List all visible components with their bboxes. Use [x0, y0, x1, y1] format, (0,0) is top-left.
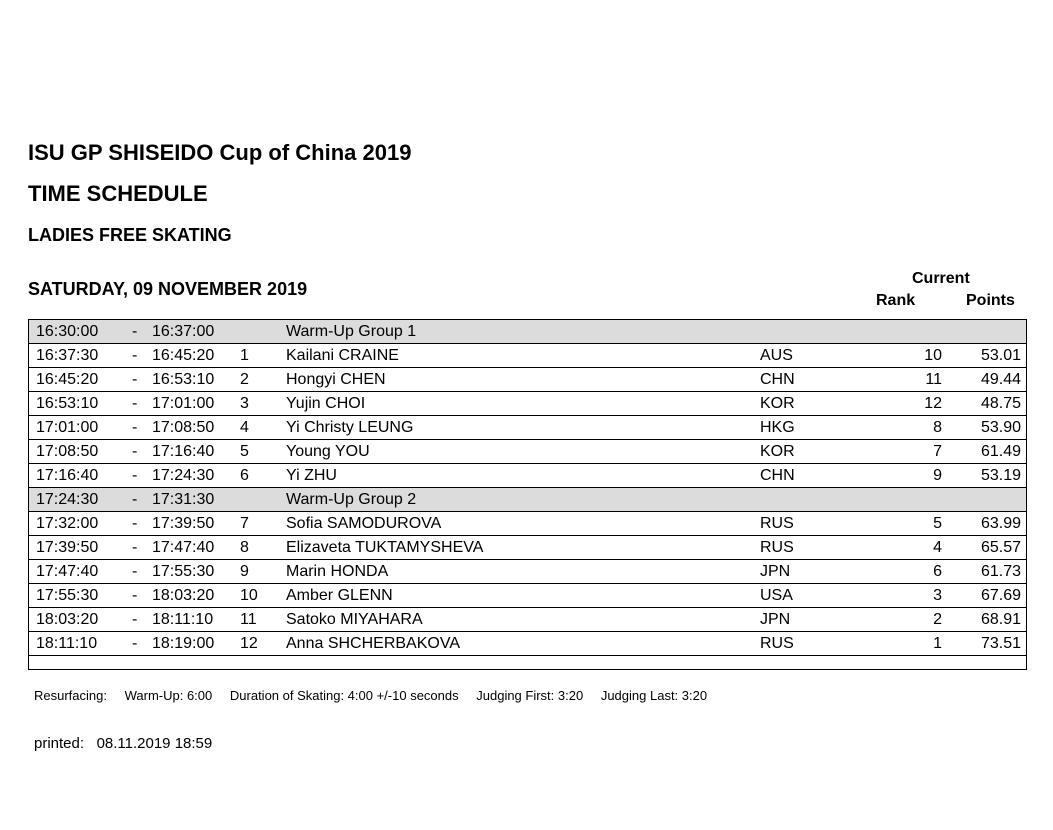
nation-cell: JPN — [760, 560, 880, 584]
nation-cell: CHN — [760, 368, 880, 392]
current-rank-cell: 3 — [880, 584, 942, 608]
nation-cell: RUS — [760, 536, 880, 560]
schedule-date: SATURDAY, 09 NOVEMBER 2019 — [28, 279, 308, 299]
start-time-cell: 17:32:00 — [28, 512, 132, 536]
skater-name-cell: Warm-Up Group 1 — [286, 320, 760, 344]
start-number-cell: 12 — [240, 632, 286, 656]
table-row — [28, 512, 1027, 536]
start-time-cell: 16:30:00 — [28, 320, 132, 344]
start-time-cell: 17:08:50 — [28, 440, 132, 464]
skater-name-cell: Anna SHCHERBAKOVA — [286, 632, 760, 656]
table-row — [28, 464, 1027, 488]
end-time-cell: 16:37:00 — [152, 320, 240, 344]
end-time-cell: 18:19:00 — [152, 632, 240, 656]
end-time-cell: 17:39:50 — [152, 512, 240, 536]
table-row — [28, 368, 1027, 392]
nation-cell: USA — [760, 584, 880, 608]
nation-cell: KOR — [760, 392, 880, 416]
start-time-cell: 16:37:30 — [28, 344, 132, 368]
schedule-footer — [34, 688, 721, 703]
time-separator-cell: - — [132, 632, 152, 656]
end-time-cell: 17:01:00 — [152, 392, 240, 416]
time-separator-cell: - — [132, 344, 152, 368]
start-time-cell: 17:55:30 — [28, 584, 132, 608]
nation-cell: RUS — [760, 632, 880, 656]
printed-timestamp — [34, 735, 212, 752]
end-time-cell: 17:47:40 — [152, 536, 240, 560]
current-points-cell: 48.75 — [942, 392, 1027, 416]
start-time-cell: 18:11:10 — [28, 632, 132, 656]
current-rank-cell: 2 — [880, 608, 942, 632]
time-separator-cell: - — [132, 416, 152, 440]
current-points-cell: 53.19 — [942, 464, 1027, 488]
start-time-cell: 16:53:10 — [28, 392, 132, 416]
table-row — [28, 440, 1027, 464]
end-time-cell: 16:53:10 — [152, 368, 240, 392]
current-rank-cell: 9 — [880, 464, 942, 488]
end-time-cell: 17:08:50 — [152, 416, 240, 440]
end-time-cell: 17:31:30 — [152, 488, 240, 512]
time-separator-cell: - — [132, 440, 152, 464]
current-points-cell: 53.01 — [942, 344, 1027, 368]
current-rank-cell: 4 — [880, 536, 942, 560]
column-header-points: Points — [966, 292, 1015, 309]
start-number-cell: 10 — [240, 584, 286, 608]
current-points-cell: 67.69 — [942, 584, 1027, 608]
nation-cell — [760, 488, 880, 512]
printed-label: printed: — [34, 735, 85, 752]
current-points-cell: 49.44 — [942, 368, 1027, 392]
current-points-cell: 53.90 — [942, 416, 1027, 440]
nation-cell: CHN — [760, 464, 880, 488]
start-time-cell: 17:39:50 — [28, 536, 132, 560]
current-rank-cell: 12 — [880, 392, 942, 416]
time-separator-cell: - — [132, 536, 152, 560]
start-number-cell: 5 — [240, 440, 286, 464]
start-number-cell: 4 — [240, 416, 286, 440]
skater-name-cell: Hongyi CHEN — [286, 368, 760, 392]
end-time-cell: 17:55:30 — [152, 560, 240, 584]
start-time-cell: 17:24:30 — [28, 488, 132, 512]
start-number-cell: 2 — [240, 368, 286, 392]
current-rank-cell: 10 — [880, 344, 942, 368]
nation-cell: RUS — [760, 512, 880, 536]
nation-cell: JPN — [760, 608, 880, 632]
time-separator-cell: - — [132, 368, 152, 392]
printed-value: 08.11.2019 18:59 — [96, 735, 213, 752]
current-points-cell: 63.99 — [942, 512, 1027, 536]
end-time-cell: 16:45:20 — [152, 344, 240, 368]
current-rank-cell: 5 — [880, 512, 942, 536]
time-separator-cell: - — [132, 512, 152, 536]
end-time-cell: 18:03:20 — [152, 584, 240, 608]
start-number-cell: 1 — [240, 344, 286, 368]
schedule-table — [28, 319, 1027, 656]
time-separator-cell: - — [132, 392, 152, 416]
current-rank-cell: 7 — [880, 440, 942, 464]
footer-resurfacing: Resurfacing: — [34, 688, 107, 703]
skater-name-cell: Amber GLENN — [286, 584, 760, 608]
nation-cell: HKG — [760, 416, 880, 440]
schedule-table-body — [28, 320, 1027, 656]
current-points-cell: 61.49 — [942, 440, 1027, 464]
document-title: ISU GP SHISEIDO Cup of China 2019 — [28, 140, 412, 165]
footer-duration: Duration of Skating: 4:00 +/-10 seconds — [229, 688, 459, 703]
nation-cell — [760, 320, 880, 344]
nation-cell: KOR — [760, 440, 880, 464]
table-row — [28, 392, 1027, 416]
end-time-cell: 17:16:40 — [152, 440, 240, 464]
current-points-cell: 68.91 — [942, 608, 1027, 632]
warmup-row — [28, 488, 1027, 512]
warmup-row — [28, 320, 1027, 344]
skater-name-cell: Kailani CRAINE — [286, 344, 760, 368]
current-rank-cell: 8 — [880, 416, 942, 440]
end-time-cell: 18:11:10 — [152, 608, 240, 632]
start-number-cell — [240, 488, 286, 512]
current-rank-cell: 6 — [880, 560, 942, 584]
table-row — [28, 584, 1027, 608]
current-points-cell — [942, 320, 1027, 344]
start-time-cell: 16:45:20 — [28, 368, 132, 392]
footer-judging-first: Judging First: 3:20 — [476, 688, 584, 703]
start-number-cell: 9 — [240, 560, 286, 584]
skater-name-cell: Marin HONDA — [286, 560, 760, 584]
current-rank-cell — [880, 320, 942, 344]
table-row — [28, 608, 1027, 632]
table-row — [28, 560, 1027, 584]
current-rank-cell: 1 — [880, 632, 942, 656]
time-separator-cell: - — [132, 584, 152, 608]
current-points-cell: 61.73 — [942, 560, 1027, 584]
table-row — [28, 416, 1027, 440]
time-separator-cell: - — [132, 464, 152, 488]
start-time-cell: 17:16:40 — [28, 464, 132, 488]
time-separator-cell: - — [132, 608, 152, 632]
start-number-cell: 3 — [240, 392, 286, 416]
skater-name-cell: Yi Christy LEUNG — [286, 416, 760, 440]
event-name: LADIES FREE SKATING — [28, 225, 232, 245]
start-number-cell — [240, 320, 286, 344]
skater-name-cell: Satoko MIYAHARA — [286, 608, 760, 632]
start-number-cell: 11 — [240, 608, 286, 632]
document-subtitle: TIME SCHEDULE — [28, 181, 208, 206]
skater-name-cell: Yi ZHU — [286, 464, 760, 488]
column-header-current: Current — [912, 270, 970, 287]
skater-name-cell: Warm-Up Group 2 — [286, 488, 760, 512]
end-time-cell: 17:24:30 — [152, 464, 240, 488]
start-number-cell: 6 — [240, 464, 286, 488]
footer-judging-last: Judging Last: 3:20 — [600, 688, 708, 703]
start-time-cell: 18:03:20 — [28, 608, 132, 632]
time-separator-cell: - — [132, 560, 152, 584]
skater-name-cell: Sofia SAMODUROVA — [286, 512, 760, 536]
time-separator-cell: - — [132, 488, 152, 512]
nation-cell: AUS — [760, 344, 880, 368]
start-time-cell: 17:47:40 — [28, 560, 132, 584]
skater-name-cell: Young YOU — [286, 440, 760, 464]
start-number-cell: 7 — [240, 512, 286, 536]
column-header-rank: Rank — [876, 292, 916, 309]
skater-name-cell: Elizaveta TUKTAMYSHEVA — [286, 536, 760, 560]
current-points-cell: 73.51 — [942, 632, 1027, 656]
current-rank-cell: 11 — [880, 368, 942, 392]
table-row — [28, 632, 1027, 656]
skater-name-cell: Yujin CHOI — [286, 392, 760, 416]
table-row — [28, 344, 1027, 368]
current-points-cell: 65.57 — [942, 536, 1027, 560]
time-separator-cell: - — [132, 320, 152, 344]
current-points-cell — [942, 488, 1027, 512]
start-number-cell: 8 — [240, 536, 286, 560]
footer-warmup: Warm-Up: 6:00 — [124, 688, 213, 703]
current-rank-cell — [880, 488, 942, 512]
table-row — [28, 536, 1027, 560]
start-time-cell: 17:01:00 — [28, 416, 132, 440]
